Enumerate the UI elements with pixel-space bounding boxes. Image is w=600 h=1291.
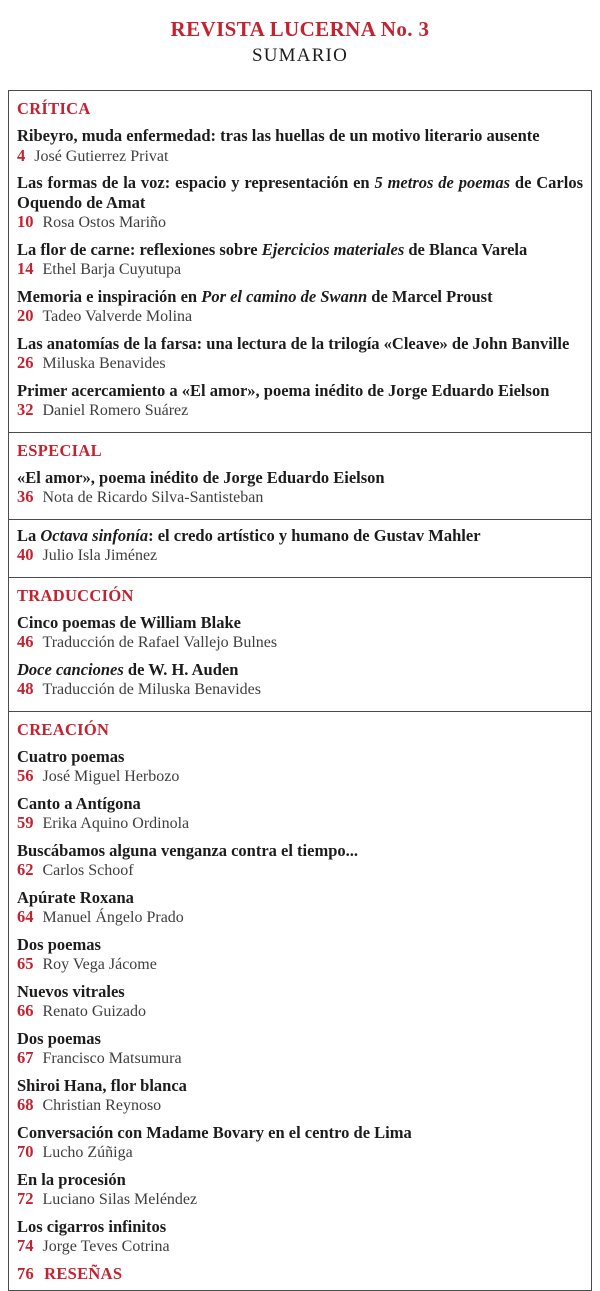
toc-entry <box>17 1076 583 1116</box>
toc-entry <box>17 1170 583 1210</box>
entry-title-part: Buscábamos alguna venganza contra el tiempo... <box>17 840 359 860</box>
entry-author: Carlos Schoof <box>42 862 134 879</box>
entry-title-part: Cuatro poemas <box>17 746 125 766</box>
entry-title <box>17 613 583 633</box>
toc-entry <box>17 240 583 280</box>
entry-author: Roy Vega Jácome <box>42 956 157 973</box>
entry-byline <box>17 1142 583 1163</box>
page-subtitle: SUMARIO <box>251 45 349 66</box>
toc-entry <box>17 888 583 928</box>
entry-title-part: Canto a Antígona <box>17 793 141 813</box>
entry-author: Traducción de Miluska Benavides <box>42 681 261 698</box>
entry-page-number: 64 <box>17 907 34 926</box>
toc-entry <box>17 982 583 1022</box>
entry-title-part: Los cigarros infinitos <box>17 1216 167 1236</box>
entry-title <box>17 982 583 1002</box>
entry-page-number: 46 <box>17 632 34 651</box>
toc-entry <box>17 935 583 975</box>
entry-page-number: 10 <box>17 212 34 231</box>
entry-title-part: Memoria e inspiración en <box>17 286 202 306</box>
toc-entry <box>17 381 583 421</box>
entry-page-number: 26 <box>17 353 34 372</box>
toc-entry <box>17 747 583 787</box>
entry-title-part: : el credo artístico y humano de Gustav Mahler <box>148 525 481 545</box>
toc-entry <box>17 794 583 834</box>
section-heading: CREACIÓN <box>17 719 110 739</box>
entry-title-italic-part: Ejercicios materiales <box>261 239 405 259</box>
entry-byline <box>17 259 583 280</box>
entry-title <box>17 381 583 401</box>
entry-title <box>17 526 583 546</box>
entry-byline <box>17 860 583 881</box>
entry-title <box>17 126 583 146</box>
entry-page-number: 20 <box>17 306 34 325</box>
entry-author: Miluska Benavides <box>42 355 166 372</box>
entry-title <box>17 841 583 861</box>
toc-section-4 <box>9 577 591 711</box>
entry-byline <box>17 1095 583 1116</box>
entry-title <box>17 935 583 955</box>
entry-byline <box>17 679 583 700</box>
entry-title-part: Primer acercamiento a «El amor», poema inédito de Jorge Eduardo Eielson <box>17 380 550 400</box>
entry-author: Manuel Ángelo Prado <box>42 909 184 926</box>
entry-page-number: 74 <box>17 1236 34 1255</box>
resenas-entry <box>17 1264 583 1284</box>
entry-title-part: Ribeyro, muda enfermedad: tras las huellas de un motivo literario ausente <box>17 126 540 145</box>
entry-title <box>17 794 583 814</box>
toc-entry <box>17 173 583 233</box>
toc-section-3 <box>9 519 591 577</box>
entry-author: José Miguel Herbozo <box>42 768 180 785</box>
entry-title-italic-part: Doce canciones <box>17 659 124 679</box>
entry-author: José Gutierrez Privat <box>34 147 169 165</box>
entry-author: Erika Aquino Ordinola <box>42 815 190 832</box>
entry-title-part: En la procesión <box>17 1169 126 1189</box>
entry-byline <box>17 487 583 508</box>
entry-author: Lucho Zúñiga <box>42 1144 133 1161</box>
entry-title <box>17 1029 583 1049</box>
entry-page-number: 56 <box>17 766 34 785</box>
page-title: REVISTA LUCERNA No. 3 <box>170 17 430 41</box>
entry-title <box>17 888 583 908</box>
toc-section-2 <box>9 432 591 519</box>
entry-title <box>17 1123 583 1143</box>
entry-byline <box>17 353 583 374</box>
entry-page-number: 14 <box>17 259 34 278</box>
entry-page-number: 68 <box>17 1095 34 1114</box>
entry-title <box>17 747 583 767</box>
entry-title-part: Dos poemas <box>17 934 101 954</box>
entry-byline <box>17 306 583 327</box>
entry-page-number: 67 <box>17 1048 34 1067</box>
entry-title-part: de W. H. Auden <box>123 659 239 679</box>
entry-byline <box>17 400 583 421</box>
entry-page-number: 4 <box>17 145 26 165</box>
entry-author: Jorge Teves Cotrina <box>42 1238 170 1255</box>
entry-author: Rosa Ostos Mariño <box>42 214 167 231</box>
entry-title-part: Las formas de la voz: espacio y representación en <box>17 173 375 192</box>
entry-author: Renato Guizado <box>42 1003 147 1020</box>
section-heading: ESPECIAL <box>17 440 102 460</box>
toc-entry <box>17 1029 583 1069</box>
entry-byline <box>17 907 583 928</box>
entry-page-number: 70 <box>17 1142 34 1161</box>
entry-title <box>17 660 583 680</box>
entry-byline <box>17 1189 583 1210</box>
entry-author: Francisco Matsumura <box>42 1050 182 1067</box>
entry-title-part: Las anatomías de la farsa: una lectura de la trilogía «Cleave» de John Banville <box>17 333 570 353</box>
toc-entry <box>17 613 583 653</box>
entry-byline <box>17 1048 583 1069</box>
entry-title-part: Apúrate Roxana <box>17 887 134 907</box>
entry-title-italic-part: Octava sinfonía <box>40 525 149 545</box>
entry-byline <box>17 813 583 834</box>
entry-author: Tadeo Valverde Molina <box>42 308 193 325</box>
entry-byline <box>17 212 583 233</box>
entry-title-part: Dos poemas <box>17 1028 101 1048</box>
entry-byline <box>17 1236 583 1257</box>
entry-title <box>17 1217 583 1237</box>
toc-entry <box>17 287 583 327</box>
entry-author: Luciano Silas Meléndez <box>42 1191 198 1208</box>
entry-title-part: Shiroi Hana, flor blanca <box>17 1075 187 1095</box>
entry-byline <box>17 632 583 653</box>
entry-title-part: de Marcel Proust <box>367 286 493 306</box>
entry-author: Traducción de Rafael Vallejo Bulnes <box>42 634 278 651</box>
entry-author: Ethel Barja Cuyutupa <box>42 261 182 278</box>
entry-page-number: 65 <box>17 954 34 973</box>
toc-entry <box>17 126 583 166</box>
entry-page-number: 36 <box>17 487 34 506</box>
resenas-page-number: 76 <box>17 1263 35 1283</box>
entry-page-number: 66 <box>17 1001 34 1020</box>
toc-entry <box>17 334 583 374</box>
entry-page-number: 40 <box>17 545 34 564</box>
entry-title <box>17 334 583 354</box>
entry-byline <box>17 1001 583 1022</box>
toc-entry <box>17 526 583 566</box>
entry-page-number: 32 <box>17 400 34 419</box>
entry-title-part: Nuevos vitrales <box>17 981 125 1001</box>
entry-page-number: 62 <box>17 860 34 879</box>
entry-title-part: de Blanca Varela <box>404 239 528 259</box>
entry-page-number: 72 <box>17 1189 34 1208</box>
entry-title <box>17 468 583 488</box>
section-heading: CRÍTICA <box>17 99 91 118</box>
entry-byline <box>17 766 583 787</box>
entry-page-number: 48 <box>17 679 34 698</box>
toc-section-1 <box>9 91 591 432</box>
entry-title <box>17 173 583 212</box>
toc-entry <box>17 1217 583 1257</box>
entry-title <box>17 287 583 307</box>
entry-title-part: Conversación con Madame Bovary en el centro de Lima <box>17 1122 412 1142</box>
entry-author: Nota de Ricardo Silva-Santisteban <box>42 489 264 506</box>
toc-entry <box>17 1123 583 1163</box>
toc-box <box>8 90 592 1291</box>
entry-title-part: «El amor», poema inédito de Jorge Eduardo Eielson <box>17 467 385 487</box>
entry-byline <box>17 146 583 167</box>
entry-title-italic-part: Por el camino de Swann <box>201 286 368 306</box>
resenas-label: RESEÑAS <box>44 1263 123 1283</box>
toc-entry <box>17 841 583 881</box>
entry-title-part: La <box>17 525 41 545</box>
entry-byline <box>17 954 583 975</box>
entry-title-part: de Carlos Oquendo de Amat <box>17 173 583 212</box>
toc-entry <box>17 660 583 700</box>
entry-author: Christian Reynoso <box>42 1097 162 1114</box>
entry-title-italic-part: 5 metros de poemas <box>374 173 511 192</box>
entry-author: Julio Isla Jiménez <box>42 547 158 564</box>
section-heading: TRADUCCIÓN <box>17 585 134 605</box>
header <box>0 0 600 68</box>
entry-title <box>17 1076 583 1096</box>
entry-title <box>17 1170 583 1190</box>
entry-title <box>17 240 583 260</box>
entry-title-part: Cinco poemas de William Blake <box>17 612 241 632</box>
entry-author: Daniel Romero Suárez <box>42 402 189 419</box>
entry-page-number: 59 <box>17 813 34 832</box>
toc-section-5 <box>9 711 591 1291</box>
entry-title-part: La flor de carne: reflexiones sobre <box>17 239 262 259</box>
entry-byline <box>17 545 583 566</box>
toc-entry <box>17 468 583 508</box>
